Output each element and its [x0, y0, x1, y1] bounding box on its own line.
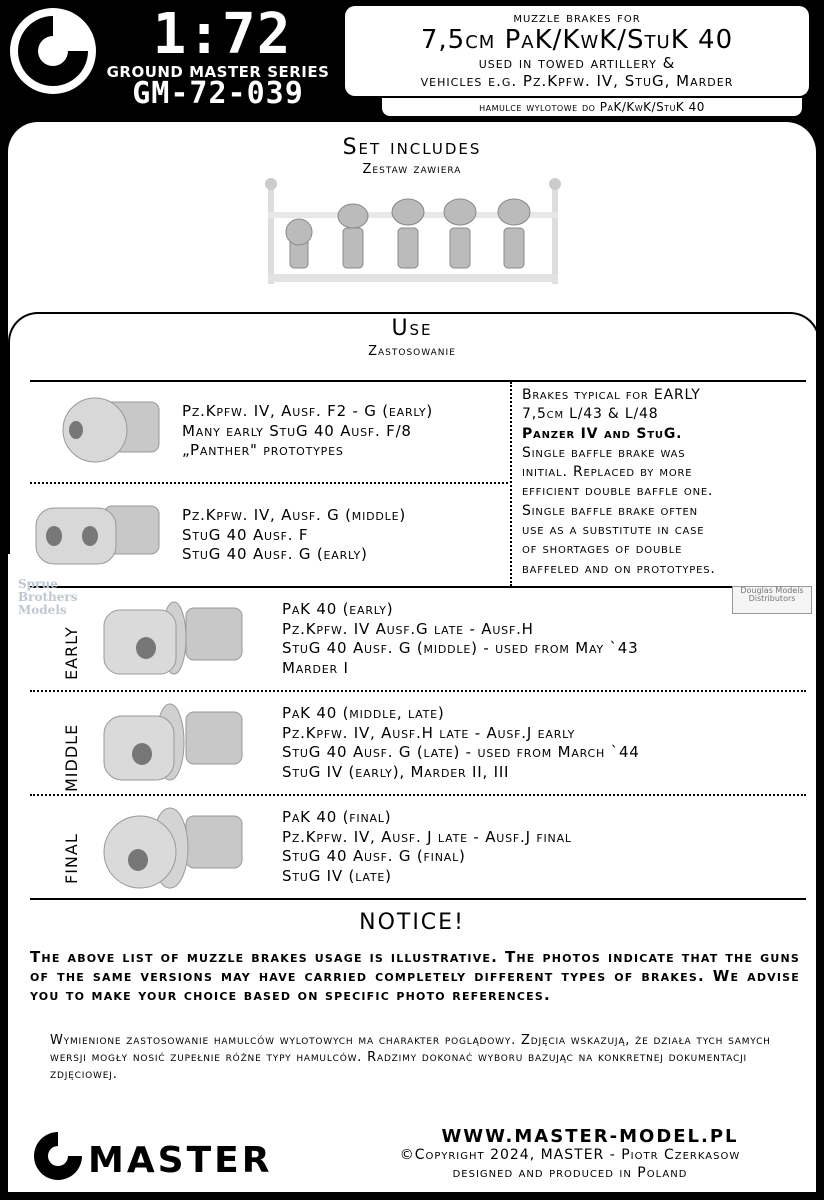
single-baffle-note [522, 386, 716, 579]
copyright: ©Copyright 2024, MASTER - Piotr Czerkasow [399, 1147, 741, 1163]
row-divider [30, 482, 508, 484]
use-title: Use [391, 316, 433, 341]
double-baffle-middle-brake-image [100, 702, 248, 790]
row5-side-label: FINAL [62, 833, 81, 884]
subtitle-pl: hamulce wylotowe do PaK/KwK/StuK 40 [479, 100, 705, 114]
master-logo-icon [10, 8, 96, 94]
row2-line2: StuG 40 Ausf. F [182, 525, 309, 544]
note-line5: initial. Replaced by more [522, 464, 693, 481]
scale-label: 1:72 [152, 2, 292, 67]
product-code: GM-72-039 [132, 76, 304, 111]
brand-name: MASTER [88, 1140, 273, 1181]
title-line3-4 [345, 54, 809, 90]
row4-side-label: MIDDLE [62, 723, 81, 792]
notice-text-en: The above list of muzzle brakes usage is illustrative. The photos indicate that the guns of the same versions may have carried completely different types of brakes. We advise you to make your choice based on specific photo references. [30, 948, 800, 1004]
row4-line1: PaK 40 (middle, late) [282, 704, 445, 722]
master-footer-logo-icon [30, 1128, 86, 1184]
title-line4: vehicles e.g. Pz.Kpfw. IV, StuG, Marder [420, 72, 734, 90]
single-baffle-middle-brake-image [34, 494, 164, 576]
master-logo-circle [10, 8, 96, 94]
photo-etch-fret-image [258, 176, 568, 294]
row5-line3: StuG 40 Ausf. G (final) [282, 847, 466, 865]
note-line10: baffeled and on prototypes. [522, 560, 716, 577]
row2-line1: Pz.Kpfw. IV, Ausf. G (middle) [182, 506, 406, 524]
double-baffle-final-brake-image [100, 806, 248, 894]
series-label: GROUND MASTER SERIES [106, 63, 330, 81]
title-line1: muzzle brakes for [513, 10, 641, 26]
website-url: WWW.MASTER-MODEL.PL [441, 1126, 739, 1147]
row-divider [30, 794, 806, 796]
double-baffle-early-brake-image [100, 598, 248, 686]
row3-line4: Marder I [282, 658, 349, 677]
notice-title: NOTICE! [359, 910, 465, 935]
row4-text [282, 704, 640, 782]
notice-text-pl: Wymienione zastosowanie hamulców wylotowych ma charakter poglądowy. Zdjęcia wskazują, że działa tych samych wersji mogły nosić zupełnie różne typy hamulców. Radzimy dokonać wyboru bazując na konkretnej dokumentacji zdjęciowej. [50, 1033, 771, 1082]
produced-in: designed and produced in Poland [452, 1165, 688, 1181]
row3-line3: StuG 40 Ausf. G (middle) - used from May `43 [282, 639, 639, 657]
row1-line3: „Panther" prototypes [182, 441, 344, 459]
note-line3: Panzer IV and StuG. [522, 425, 683, 442]
title-line2: 7,5cm PaK/KwK/StuK 40 [420, 25, 734, 55]
set-includes-subtitle: Zestaw zawiera [362, 162, 462, 177]
row1-text [182, 402, 433, 461]
row4-line2: Pz.Kpfw. IV, Ausf.H late - Ausf.J early [282, 723, 576, 742]
row5-line2: Pz.Kpfw. IV, Ausf. J late - Ausf.J final [282, 827, 572, 846]
row1-line2: Many early StuG 40 Ausf. F/8 [182, 421, 412, 440]
douglas-models-watermark: Douglas Models Distributors [732, 586, 812, 614]
row-divider [30, 690, 806, 692]
table-top-rule [30, 380, 806, 382]
note-line4: Single baffle brake was [522, 444, 686, 461]
note-line8: use as a substitute in case [522, 522, 705, 539]
use-subtitle: Zastosowanie [368, 344, 456, 359]
note-line2: 7,5cm L/43 & L/48 [522, 406, 659, 423]
row-divider [30, 586, 806, 588]
row4-line3: StuG 40 Ausf. G (late) - used from March `44 [282, 743, 640, 761]
row5-text [282, 808, 572, 886]
note-divider [510, 382, 512, 586]
row3-line1: PaK 40 (early) [282, 600, 394, 618]
title-line3: used in towed artillery & [478, 54, 676, 72]
row5-line4: StuG IV (late) [282, 866, 392, 885]
set-includes-title: Set includes [342, 135, 482, 160]
row2-text [182, 506, 406, 565]
single-baffle-brake-image [60, 392, 164, 472]
note-line1: Brakes typical for EARLY [522, 387, 701, 403]
note-line9: of shortages of double [522, 541, 683, 558]
row3-line2: Pz.Kpfw. IV Ausf.G late - Ausf.H [282, 619, 534, 638]
table-bottom-rule [30, 898, 806, 900]
row5-line1: PaK 40 (final) [282, 808, 392, 826]
note-line6: efficient double baffle one. [522, 483, 714, 500]
row1-line1: Pz.Kpfw. IV, Ausf. F2 - G (early) [182, 402, 434, 420]
row4-line4: StuG IV (early), Marder II, III [282, 762, 510, 781]
note-line7: Single baffle brake often [522, 502, 698, 519]
sprue-brothers-watermark: Sprue Brothers Models [18, 577, 78, 617]
row3-side-label: EARLY [62, 626, 81, 680]
row2-line3: StuG 40 Ausf. G (early) [182, 545, 368, 563]
row3-text [282, 600, 639, 678]
